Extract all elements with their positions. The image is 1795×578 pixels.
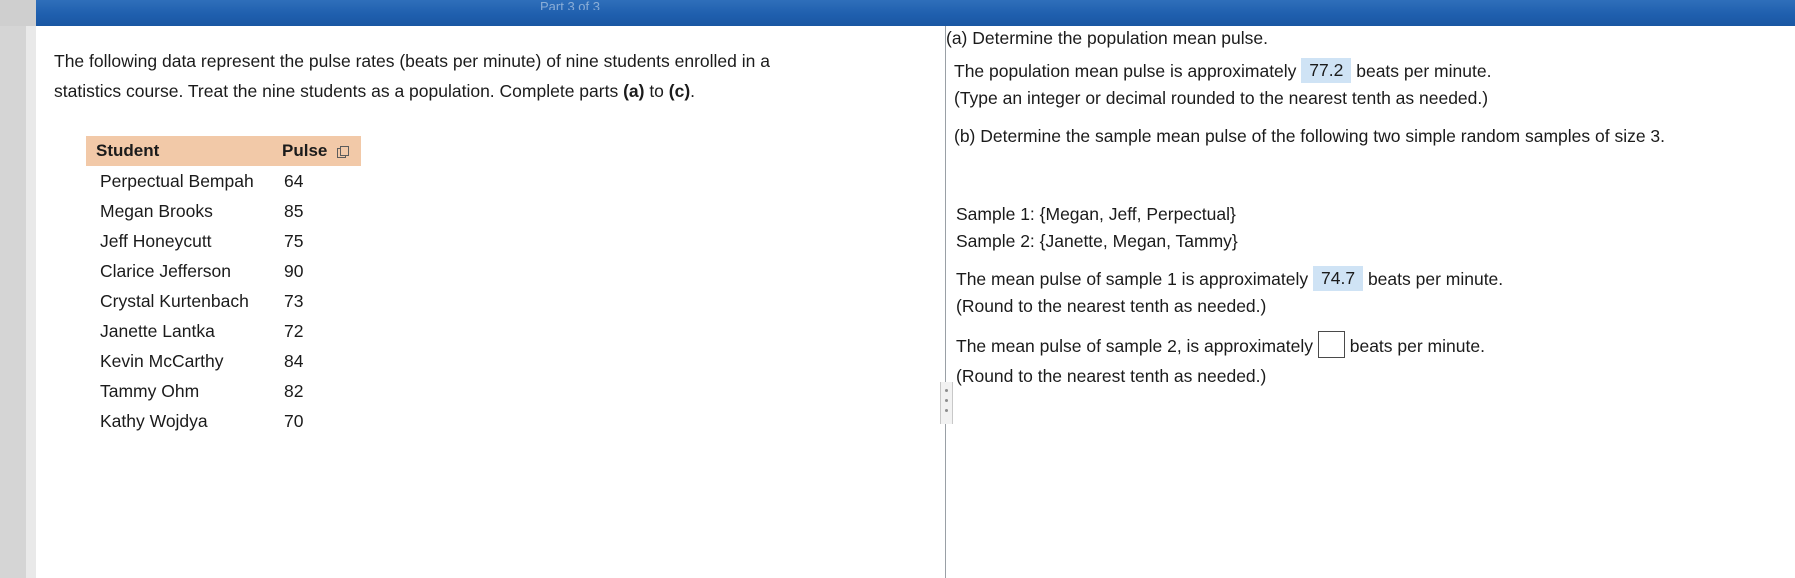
question-part-b: (b) Determine the sample mean pulse of the following two simple random samples of size 3. — [954, 126, 1666, 146]
answer-sample-1-note: (Round to the nearest tenth as needed.) — [956, 296, 1267, 316]
answer-sample-1-prefix: The mean pulse of sample 1 is approximately — [956, 269, 1309, 289]
cell-pulse-value: 72 — [284, 321, 304, 341]
answer-sample-2-mean — [956, 331, 1485, 359]
answer-sample-2-prefix: The mean pulse of sample 2, is approximately — [956, 336, 1313, 356]
table-row — [86, 316, 361, 346]
cell-student-name: Kathy Wojdya — [100, 411, 208, 431]
part-label-a: (a) — [623, 81, 645, 101]
sample-2-description: Sample 2: {Janette, Megan, Tammy} — [956, 231, 1238, 251]
cell-pulse-value: 64 — [284, 171, 304, 191]
copy-icon[interactable] — [337, 146, 348, 157]
answer-sample-2-suffix: beats per minute. — [1349, 336, 1485, 356]
answer-part-a-note: (Type an integer or decimal rounded to the nearest tenth as needed.) — [954, 88, 1489, 108]
cell-student-name: Kevin McCarthy — [100, 351, 224, 371]
table-header-row — [86, 136, 361, 166]
table-row — [86, 346, 361, 376]
cell-student-name: Clarice Jefferson — [100, 261, 231, 281]
answer-input-sample-2-mean[interactable] — [1318, 331, 1345, 358]
answer-pane — [946, 26, 1795, 578]
answer-sample-2-note: (Round to the nearest tenth as needed.) — [956, 366, 1267, 386]
cell-student-name: Janette Lantka — [100, 321, 215, 341]
column-header-pulse — [274, 136, 361, 166]
answer-sample-1-suffix: beats per minute. — [1367, 269, 1504, 289]
problem-statement-mid: to — [644, 81, 669, 101]
problem-statement-line-1: The following data represent the pulse rates (beats per minute) of nine students enrolled in a — [54, 51, 770, 71]
table-row — [86, 286, 361, 316]
table-row — [86, 226, 361, 256]
column-header-pulse-label: Pulse — [282, 141, 328, 160]
cell-pulse-value: 90 — [284, 261, 304, 281]
cell-student-name: Crystal Kurtenbach — [100, 291, 249, 311]
cell-pulse-value: 70 — [284, 411, 304, 431]
cell-pulse-value: 82 — [284, 381, 304, 401]
problem-statement-line-2-pre: statistics course. Treat the nine students as a population. Complete parts — [54, 81, 624, 101]
table-row — [86, 256, 361, 286]
table-row — [86, 376, 361, 406]
cell-student-name: Perpectual Bempah — [100, 171, 254, 191]
cell-student-name: Jeff Honeycutt — [100, 231, 212, 251]
sample-1-description: Sample 1: {Megan, Jeff, Perpectual} — [956, 204, 1236, 224]
answer-part-a-suffix: beats per minute. — [1356, 61, 1492, 81]
answer-part-a-prefix: The population mean pulse is approximately — [954, 61, 1297, 81]
table-row — [86, 406, 361, 436]
pulse-data-table — [86, 136, 361, 436]
table-row — [86, 166, 361, 196]
cell-pulse-value: 85 — [284, 201, 304, 221]
part-label-c: (c) — [668, 81, 691, 101]
window-title: Part 3 of 3 — [540, 0, 600, 10]
problem-statement — [54, 46, 884, 106]
answer-sample-1-mean — [956, 266, 1503, 292]
question-part-a: (a) Determine the population mean pulse. — [946, 28, 1268, 48]
cell-pulse-value: 73 — [284, 291, 304, 311]
page-left-margin-inner — [26, 26, 36, 578]
cell-student-name: Megan Brooks — [100, 201, 213, 221]
problem-pane — [36, 26, 940, 578]
answer-input-population-mean[interactable]: 77.2 — [1301, 58, 1351, 83]
problem-statement-end: . — [690, 81, 696, 101]
cell-pulse-value: 75 — [284, 231, 304, 251]
title-bar-left-gap — [0, 0, 36, 26]
column-header-student: Student — [86, 136, 274, 166]
answer-input-sample-1-mean[interactable]: 74.7 — [1313, 266, 1363, 291]
cell-student-name: Tammy Ohm — [100, 381, 200, 401]
cell-pulse-value: 84 — [284, 351, 304, 371]
table-row — [86, 196, 361, 226]
window-title-bar — [0, 0, 1795, 26]
answer-part-a — [954, 58, 1491, 84]
